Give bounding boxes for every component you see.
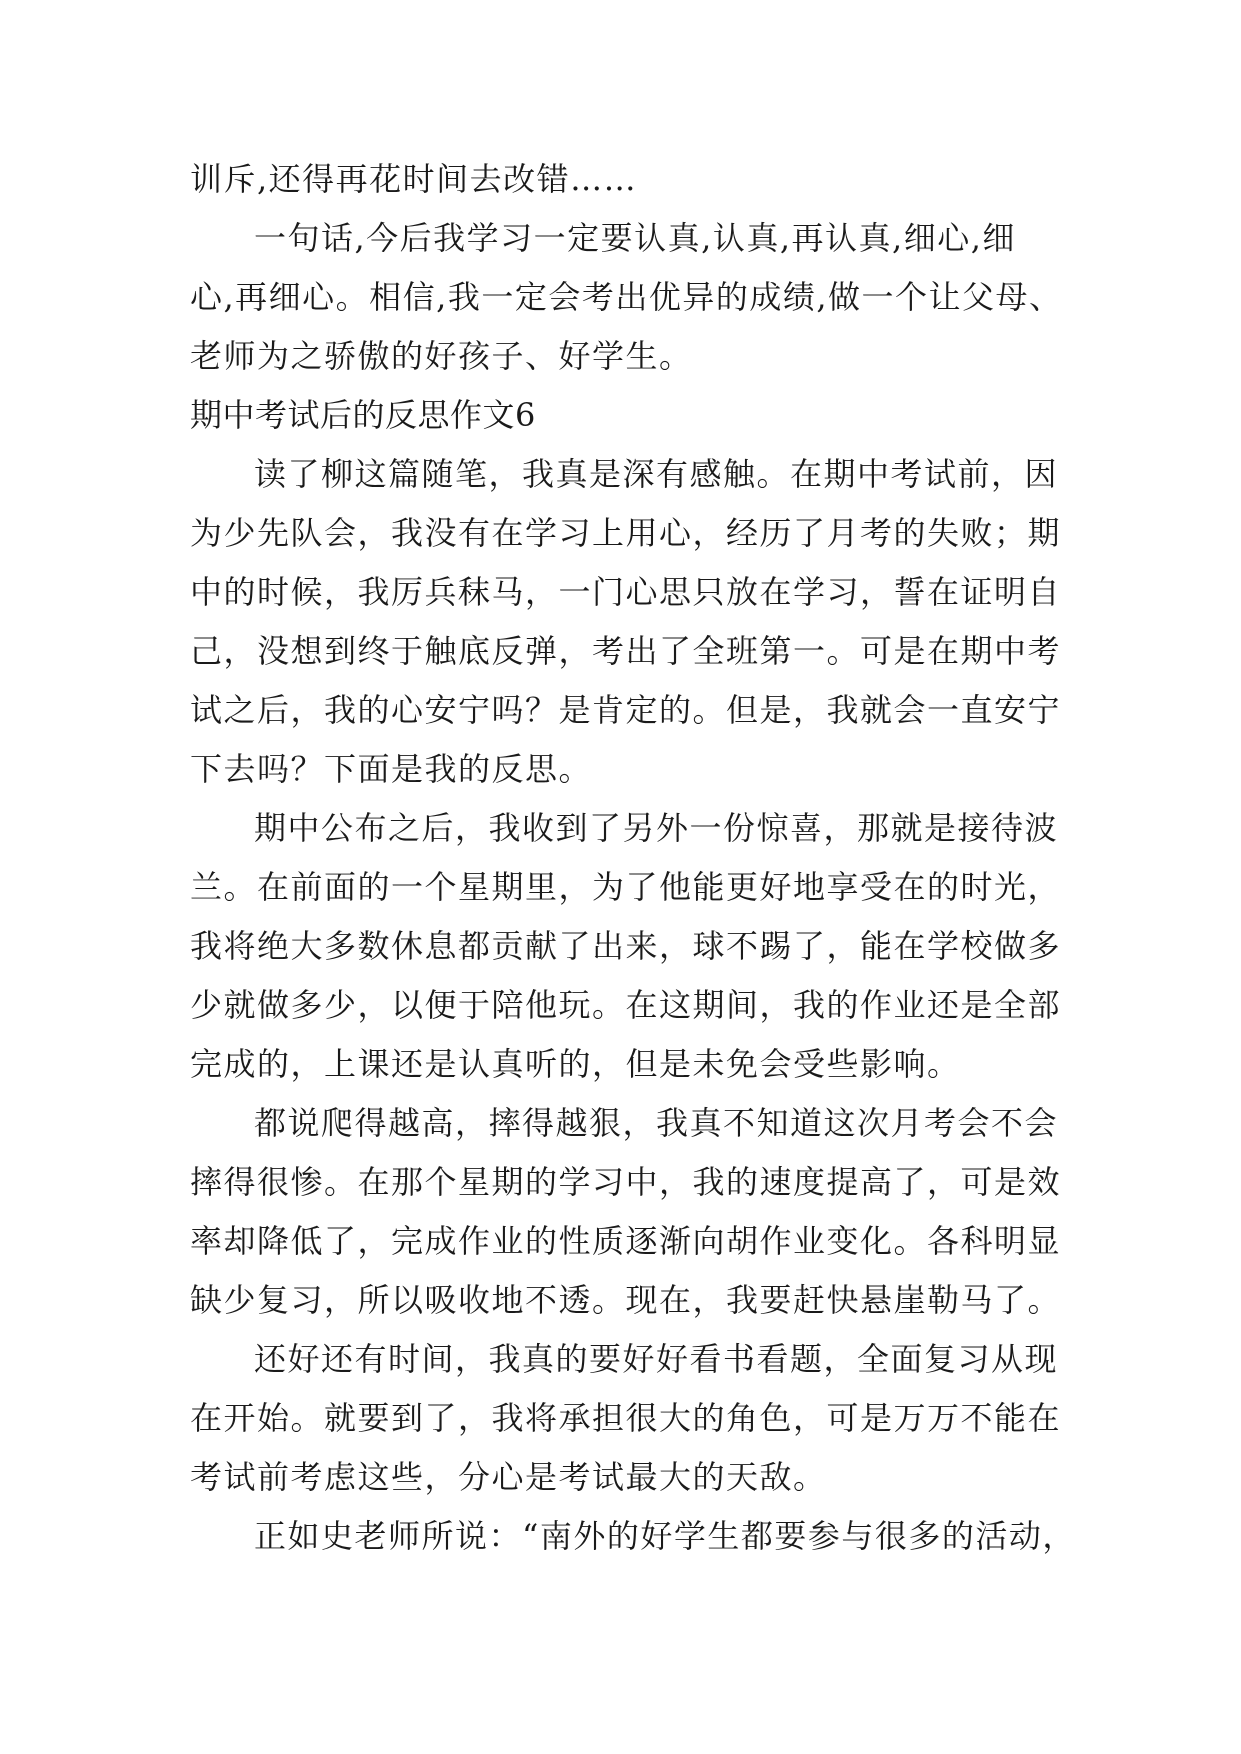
text-line: 期中公布之后，我收到了另外一份惊喜，那就是接待波: [254, 809, 1059, 847]
paragraph: [190, 209, 1063, 386]
heading-text: 期中考试后的反思作文6: [190, 396, 536, 434]
text-line: 少就做多少，以便于陪他玩。在这期间，我的作业还是全部: [190, 986, 1062, 1024]
text-line: 兰。在前面的一个星期里，为了他能更好地享受在的时光，: [190, 868, 1062, 906]
paragraph: [190, 1507, 1076, 1566]
text-line: 都说爬得越高，摔得越狠，我真不知道这次月考会不会: [254, 1104, 1059, 1142]
paragraph-continuation: [190, 150, 1060, 209]
text-line: 正如史老师所说：“南外的好学生都要参与很多的活动，: [254, 1517, 1076, 1555]
text-line: 老师为之骄傲的好孩子、好学生。: [190, 337, 693, 375]
paragraph: [190, 1330, 1060, 1507]
text-line: 还好还有时间，我真的要好好看书看题，全面复习从现: [254, 1340, 1059, 1378]
text-line: 我将绝大多数休息都贡献了出来，球不踢了，能在学校做多: [190, 927, 1062, 965]
text-line: 为少先队会，我没有在学习上用心，经历了月考的失败；期: [190, 514, 1062, 552]
text-line: 心,再细心。相信,我一定会考出优异的成绩,做一个让父母、: [190, 278, 1063, 316]
text-line: 中的时候，我厉兵秣马，一门心思只放在学习，誓在证明自: [190, 573, 1062, 611]
text-line: 率却降低了，完成作业的性质逐渐向胡作业变化。各科明显: [190, 1222, 1062, 1260]
text-line: 训斥,还得再花时间去改错……: [190, 160, 638, 198]
text-line: 完成的，上课还是认真听的，但是未免会受些影响。: [190, 1045, 961, 1083]
section-heading: [190, 386, 1060, 445]
text-line: 一句话,今后我学习一定要认真,认真,再认真,细心,细: [254, 219, 1016, 257]
document-body: [190, 150, 1076, 1566]
text-line: 读了柳这篇随笔，我真是深有感触。在期中考试前，因: [254, 455, 1059, 493]
text-line: 摔得很惨。在那个星期的学习中，我的速度提高了，可是效: [190, 1163, 1062, 1201]
text-line: 己，没想到终于触底反弹，考出了全班第一。可是在期中考: [190, 632, 1062, 670]
text-line: 缺少复习，所以吸收地不透。现在，我要赶快悬崖勒马了。: [190, 1281, 1062, 1319]
text-line: 下去吗？下面是我的反思。: [190, 750, 593, 788]
paragraph: [190, 1094, 1060, 1330]
text-line: 在开始。就要到了，我将承担很大的角色，可是万万不能在: [190, 1399, 1062, 1437]
text-line: 试之后，我的心安宁吗？是肯定的。但是，我就会一直安宁: [190, 691, 1062, 729]
text-line: 考试前考虑这些，分心是考试最大的天敌。: [190, 1458, 827, 1496]
paragraph: [190, 799, 1060, 1094]
paragraph: [190, 445, 1060, 799]
